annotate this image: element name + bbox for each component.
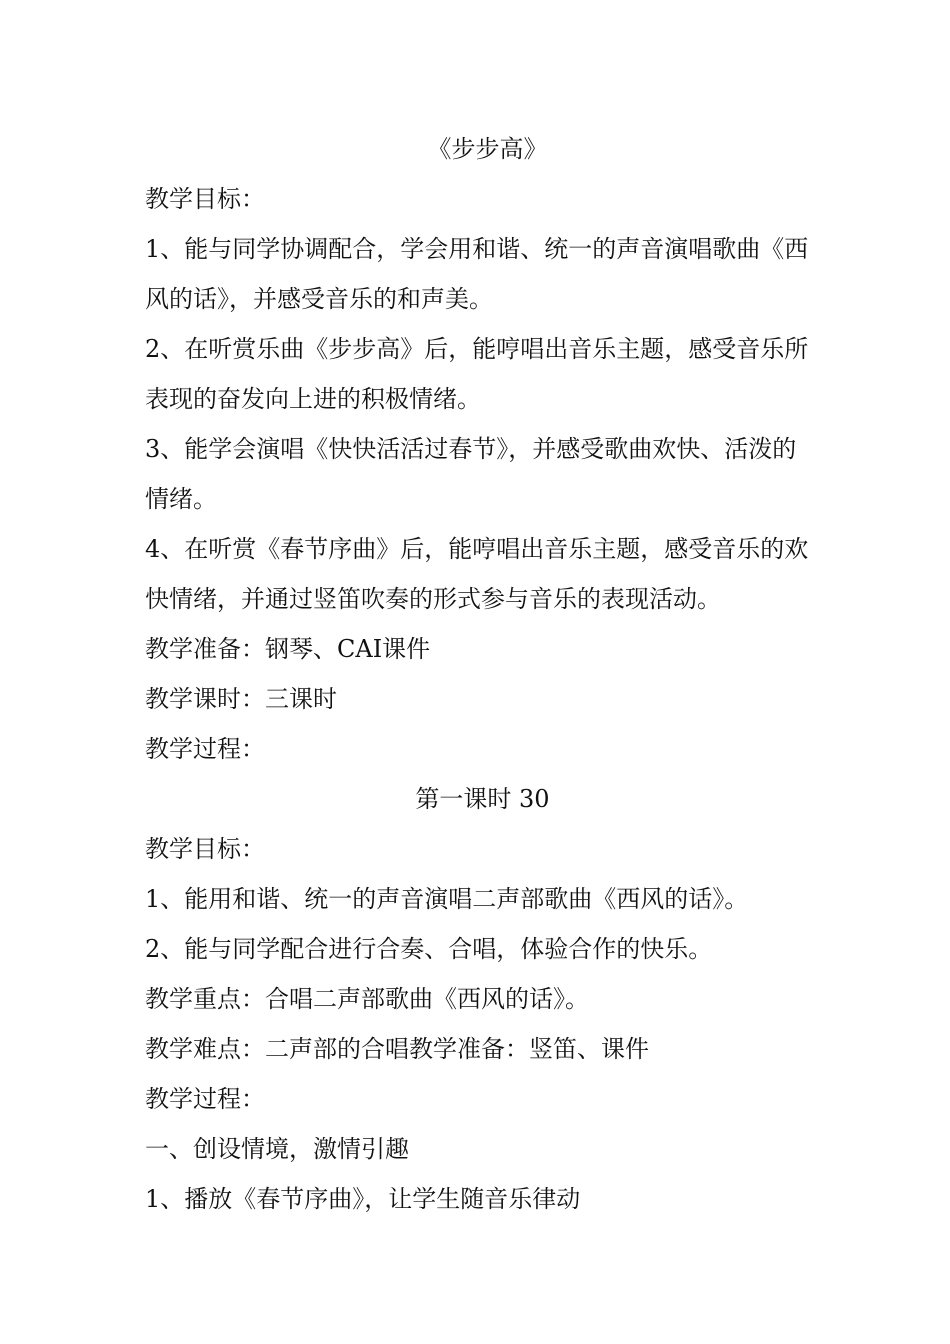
objective-4-line-2: 快情绪，并通过竖笛吹奏的形式参与音乐的表现活动。 — [145, 585, 721, 613]
teaching-preparation: 教学准备：钢琴、CAI课件 — [145, 635, 431, 663]
teaching-hours: 教学课时：三课时 — [145, 685, 337, 713]
lesson-1-difficulty: 教学难点：二声部的合唱教学准备：竖笛、课件 — [145, 1035, 649, 1063]
lesson-1-objective-2: 2、能与同学配合进行合奏、合唱，体验合作的快乐。 — [145, 935, 713, 963]
objective-3-line-1: 3、能学会演唱《快快活活过春节》，并感受歌曲欢快、活泼的 — [145, 435, 797, 463]
objective-2-line-1: 2、在听赏乐曲《步步高》后，能哼唱出音乐主题，感受音乐所 — [145, 335, 809, 363]
lesson-1-objectives-heading: 教学目标： — [145, 835, 265, 863]
document-title: 《步步高》 — [427, 135, 548, 163]
lesson-1-title: 第一课时 30 — [415, 785, 550, 813]
objective-1-line-1: 1、能与同学协调配合，学会用和谐、统一的声音演唱歌曲《西 — [145, 235, 809, 263]
document-page — [145, 124, 810, 1224]
lesson-1-objective-1: 1、能用和谐、统一的声音演唱二声部歌曲《西风的话》。 — [145, 885, 749, 913]
objective-1-line-2: 风的话》，并感受音乐的和声美。 — [145, 285, 493, 313]
objective-2-line-2: 表现的奋发向上进的积极情绪。 — [145, 385, 481, 413]
lesson-1-step-1: 1、播放《春节序曲》，让学生随音乐律动 — [145, 1185, 581, 1213]
lesson-1-process-heading: 教学过程： — [145, 1085, 265, 1113]
lesson-1-section-1: 一、创设情境，激情引趣 — [145, 1135, 409, 1163]
process-heading: 教学过程： — [145, 735, 265, 763]
objectives-heading: 教学目标： — [145, 185, 265, 213]
objective-3-line-2: 情绪。 — [145, 485, 217, 513]
objective-4-line-1: 4、在听赏《春节序曲》后，能哼唱出音乐主题，感受音乐的欢 — [145, 535, 809, 563]
lesson-1-key-point: 教学重点：合唱二声部歌曲《西风的话》。 — [145, 985, 589, 1013]
